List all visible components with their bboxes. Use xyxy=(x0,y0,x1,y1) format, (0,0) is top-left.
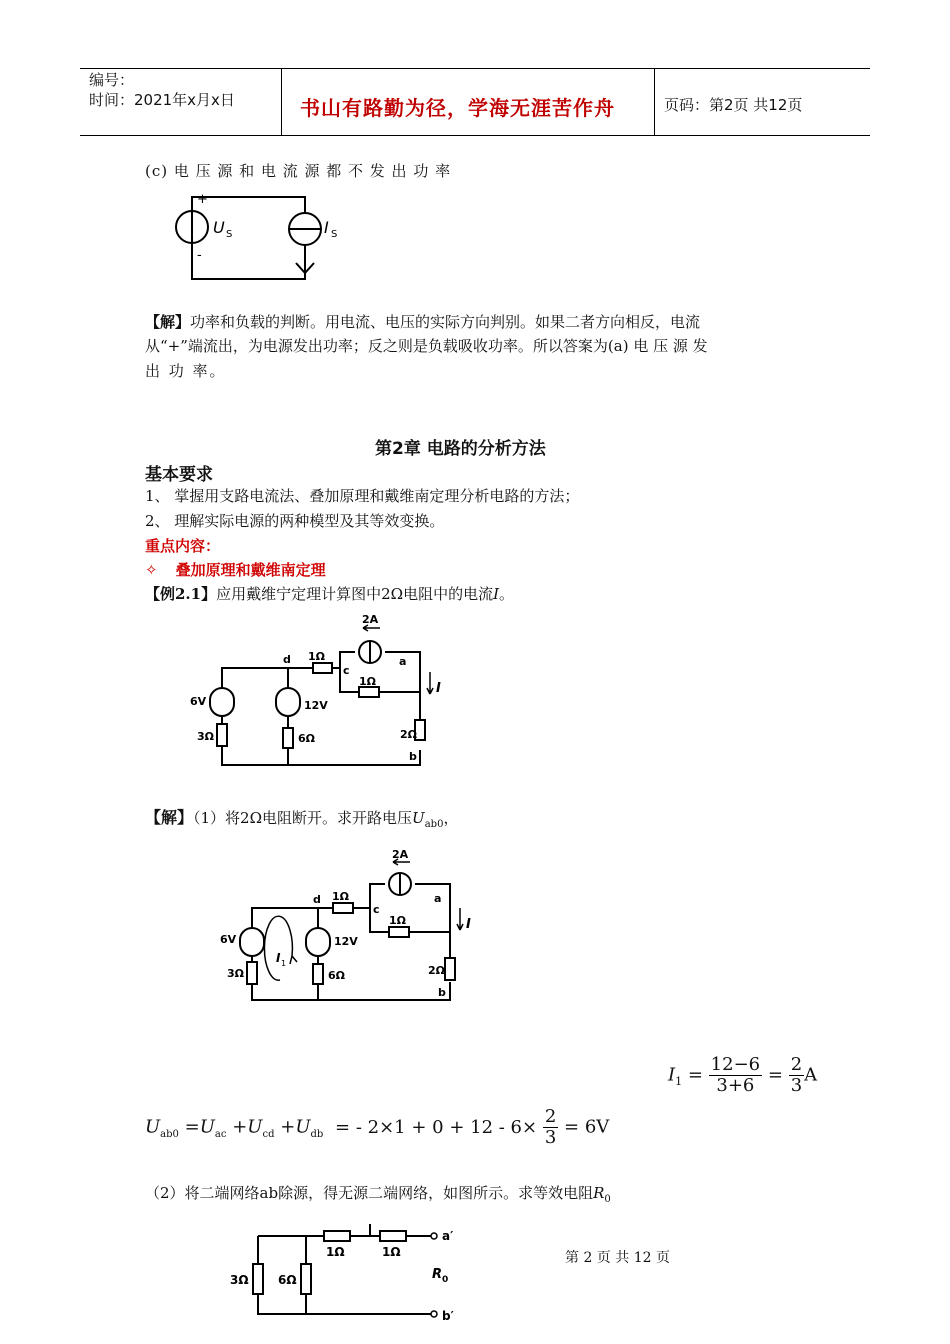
solution2-sub: ab0 xyxy=(424,819,444,830)
solution1-line3: 出 功 率。 xyxy=(145,362,227,380)
u-result: = 6V xyxy=(564,1116,610,1138)
label-node-b-2: b xyxy=(438,986,446,999)
header-time: 时间：2021年x月x日 xyxy=(89,91,235,109)
chapter-title: 第2章 电路的分析方法 xyxy=(375,439,546,459)
eq-label-1ohm-a: 1Ω xyxy=(326,1245,345,1259)
uab0-formula: $U_{ab0} =U_{ac} +U_{cd} +U_{db}$ = - 2×1 + 0 + 12 - 6× $\frac{2}{3}$ = 6V xyxy=(145,1106,610,1148)
label-i: I xyxy=(436,681,441,696)
option-c-text: (c) 电 压 源 和 电 流 源 都 不 发 出 功 率 xyxy=(145,162,452,180)
u-lhs-sub: ab0 xyxy=(160,1129,179,1141)
source-circuit-diagram xyxy=(160,185,340,285)
i1-den: 3+6 xyxy=(716,1075,755,1096)
i1-sub: 1 xyxy=(675,1075,683,1089)
label-node-a-2: a xyxy=(434,892,442,905)
i1-formula: $I_1$ = $\frac{12-6}{3+6}$ = $\frac{2}{3}$ A xyxy=(668,1054,818,1096)
label-2ohm-2: 2Ω xyxy=(428,964,446,977)
label-2a: 2A xyxy=(362,613,379,626)
label-3ohm: 3Ω xyxy=(197,730,215,743)
solution2-var: U xyxy=(412,809,425,827)
i1-num2: 2 xyxy=(790,1054,803,1075)
example-end: 。 xyxy=(499,585,515,603)
step2-text: （2）将二端网络ab除源，得无源二端网络，如图所示。求等效电阻 xyxy=(145,1184,594,1202)
label-node-a: a xyxy=(399,655,407,668)
solution2-tag: 【解】 xyxy=(145,808,194,827)
i1-den2: 3 xyxy=(790,1075,803,1096)
solution2-end: ， xyxy=(443,809,459,827)
eq-label-1ohm-b: 1Ω xyxy=(382,1245,401,1259)
label-2a-2: 2A xyxy=(392,850,409,861)
eq-label-r0: R xyxy=(432,1267,443,1282)
label-node-c: c xyxy=(343,664,350,677)
header-bottom-rule xyxy=(80,135,870,136)
solution1-tag: 【解】 xyxy=(145,313,191,331)
u-term-ac: U xyxy=(199,1116,215,1138)
label-1ohm-bottom-2: 1Ω xyxy=(389,914,407,927)
solution1-line1: 功率和负载的判断。用电流、电压的实际方向判别。如果二者方向相反，电流 xyxy=(190,313,701,331)
footer-page-number: 第 2 页 共 12 页 xyxy=(565,1250,670,1266)
eq-label-b: b′ xyxy=(442,1309,454,1323)
label-6ohm: 6Ω xyxy=(298,732,316,745)
requirement-2: 2、 理解实际电源的两种模型及其等效变换。 xyxy=(145,512,445,530)
key-points-heading: 重点内容： xyxy=(145,537,221,555)
label-1ohm-bottom: 1Ω xyxy=(359,675,377,688)
example-tag: 【例2.1】 xyxy=(145,585,217,603)
i1-num: 12−6 xyxy=(710,1054,761,1075)
solution1-line2: 从“+”端流出，为电源发出功率；反之则是负载吸收功率。所以答案为(a) 电 压 源 发 xyxy=(145,337,708,355)
u-term-cd-sub: cd xyxy=(262,1129,275,1141)
label-12v: 12V xyxy=(304,699,328,712)
label-1ohm-top: 1Ω xyxy=(308,650,326,663)
u-frac-num: 2 xyxy=(544,1106,557,1127)
u-term-ac-sub: ac xyxy=(214,1129,227,1141)
open-circuit-diagram xyxy=(210,850,480,1010)
solution2-step1: （1）将2Ω电阻断开。求开路电压 xyxy=(193,809,413,827)
u-term-cd: U xyxy=(247,1116,263,1138)
label-1ohm-top-2: 1Ω xyxy=(332,890,350,903)
label-node-c-2: c xyxy=(373,903,380,916)
u-rhs: = - 2×1 + 0 + 12 - 6× xyxy=(335,1116,538,1138)
header-divider-1 xyxy=(281,68,282,136)
label-node-d-2: d xyxy=(313,893,321,906)
label-i1: I xyxy=(276,951,281,965)
eq-label-6ohm: 6Ω xyxy=(278,1273,297,1287)
example-circuit-diagram xyxy=(180,610,450,775)
label-2ohm: 2Ω xyxy=(400,728,418,741)
us-minus: - xyxy=(197,248,202,263)
us-plus: + xyxy=(197,192,208,207)
example-text: 应用戴维宁定理计算图中2Ω电阻中的电流 xyxy=(216,585,494,603)
eq-label-a: a′ xyxy=(442,1229,454,1243)
label-node-d: d xyxy=(283,653,291,666)
basic-requirements-heading: 基本要求 xyxy=(145,465,213,485)
label-12v-2: 12V xyxy=(334,935,358,948)
eq-label-r0-sub: 0 xyxy=(442,1275,449,1285)
equivalent-resistance-diagram xyxy=(220,1216,480,1324)
us-sub: S xyxy=(226,229,233,240)
step2-sub: 0 xyxy=(604,1194,611,1205)
label-6v-2: 6V xyxy=(220,933,237,946)
i1-unit: A xyxy=(804,1064,818,1086)
key-point-1: 叠加原理和戴维南定理 xyxy=(175,561,326,579)
header-divider-2 xyxy=(654,68,655,136)
label-i-2: I xyxy=(466,917,471,932)
example-var: I xyxy=(493,585,500,603)
is-label: I xyxy=(324,218,329,237)
label-i1-sub: 1 xyxy=(281,959,287,968)
label-node-b: b xyxy=(409,750,417,763)
u-lhs: U xyxy=(145,1116,161,1138)
label-6v: 6V xyxy=(190,695,207,708)
header-motto: 书山有路勤为径，学海无涯苦作舟 xyxy=(300,96,615,120)
header-page-info: 页码：第2页 共12页 xyxy=(664,96,803,114)
header-top-rule xyxy=(80,68,870,69)
u-term-db: U xyxy=(295,1116,311,1138)
eq-label-3ohm: 3Ω xyxy=(230,1273,249,1287)
label-6ohm-2: 6Ω xyxy=(328,969,346,982)
step2-var: R xyxy=(593,1184,605,1202)
i1-var: I xyxy=(668,1064,676,1086)
is-sub: S xyxy=(331,229,338,240)
us-label: U xyxy=(213,218,225,237)
header-code: 编号： xyxy=(89,71,135,89)
i1-eq: = xyxy=(767,1064,783,1086)
key-point-bullet-icon: ✧ xyxy=(145,561,158,579)
u-term-db-sub: db xyxy=(310,1129,324,1141)
requirement-1: 1、 掌握用支路电流法、叠加原理和戴维南定理分析电路的方法； xyxy=(145,487,580,505)
label-3ohm-2: 3Ω xyxy=(227,967,245,980)
u-frac-den: 3 xyxy=(544,1127,557,1148)
